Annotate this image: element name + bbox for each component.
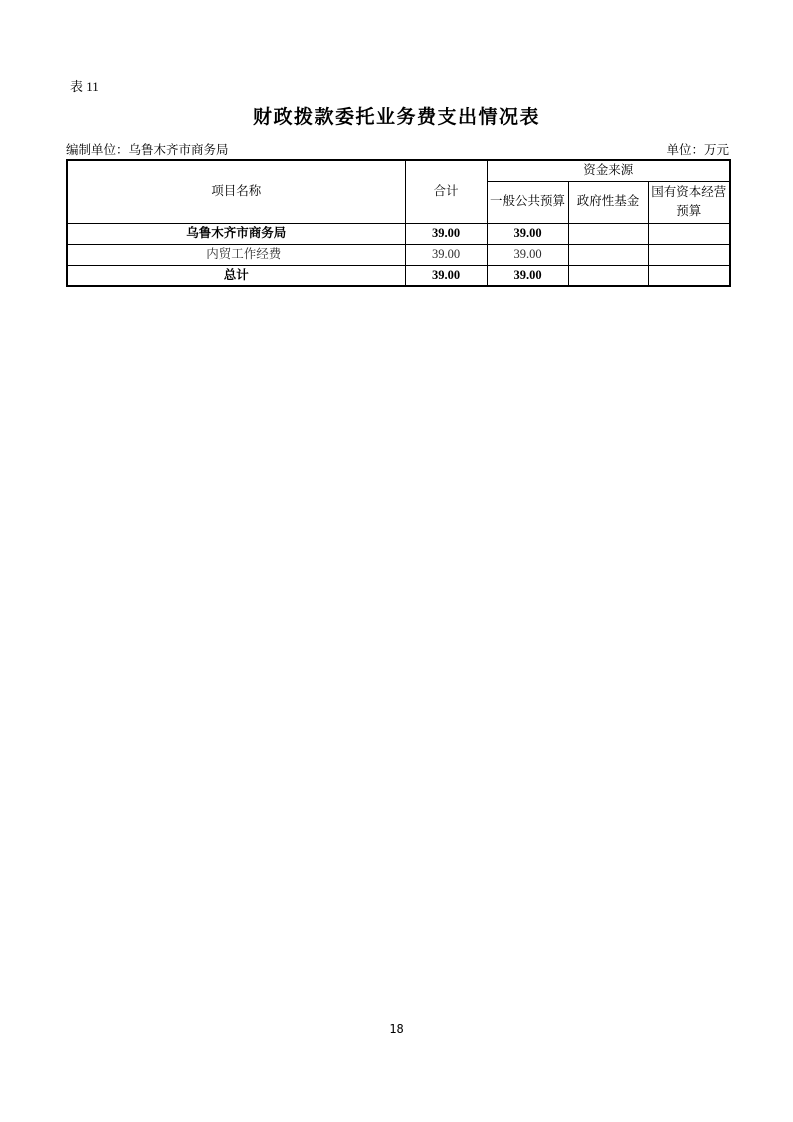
cell-general-public-budget: 39.00: [487, 244, 568, 265]
table-row: [67, 265, 730, 286]
cell-government-fund: [568, 265, 648, 286]
expenditure-table: [66, 159, 731, 287]
prepared-by-label: 编制单位：乌鲁木齐市商务局: [66, 143, 229, 157]
header-row-top: [67, 160, 730, 181]
cell-name: 总计: [67, 265, 405, 286]
table-meta-row: [66, 140, 729, 158]
cell-total: 39.00: [405, 223, 487, 244]
table-number-label: 表 11: [70, 79, 99, 94]
page-title: 财政拨款委托业务费支出情况表: [252, 107, 540, 128]
page-number: 18: [389, 1022, 404, 1036]
table-row: [67, 244, 730, 265]
unit-label: 单位：万元: [666, 143, 729, 157]
cell-total: 39.00: [405, 265, 487, 286]
header-state-capital-budget: 国有资本经营预算: [648, 181, 730, 223]
cell-state-capital-budget: [648, 223, 730, 244]
cell-state-capital-budget: [648, 244, 730, 265]
cell-government-fund: [568, 244, 648, 265]
header-funding-source: 资金来源: [487, 160, 730, 181]
header-government-fund: 政府性基金: [568, 181, 648, 223]
cell-total: 39.00: [405, 244, 487, 265]
header-total: 合计: [405, 160, 487, 223]
cell-general-public-budget: 39.00: [487, 223, 568, 244]
cell-state-capital-budget: [648, 265, 730, 286]
cell-government-fund: [568, 223, 648, 244]
cell-general-public-budget: 39.00: [487, 265, 568, 286]
header-project-name: 项目名称: [67, 160, 405, 223]
header-general-public-budget: 一般公共预算: [487, 181, 568, 223]
cell-name: 乌鲁木齐市商务局: [67, 223, 405, 244]
table-row: [67, 223, 730, 244]
cell-name: 内贸工作经费: [67, 244, 405, 265]
